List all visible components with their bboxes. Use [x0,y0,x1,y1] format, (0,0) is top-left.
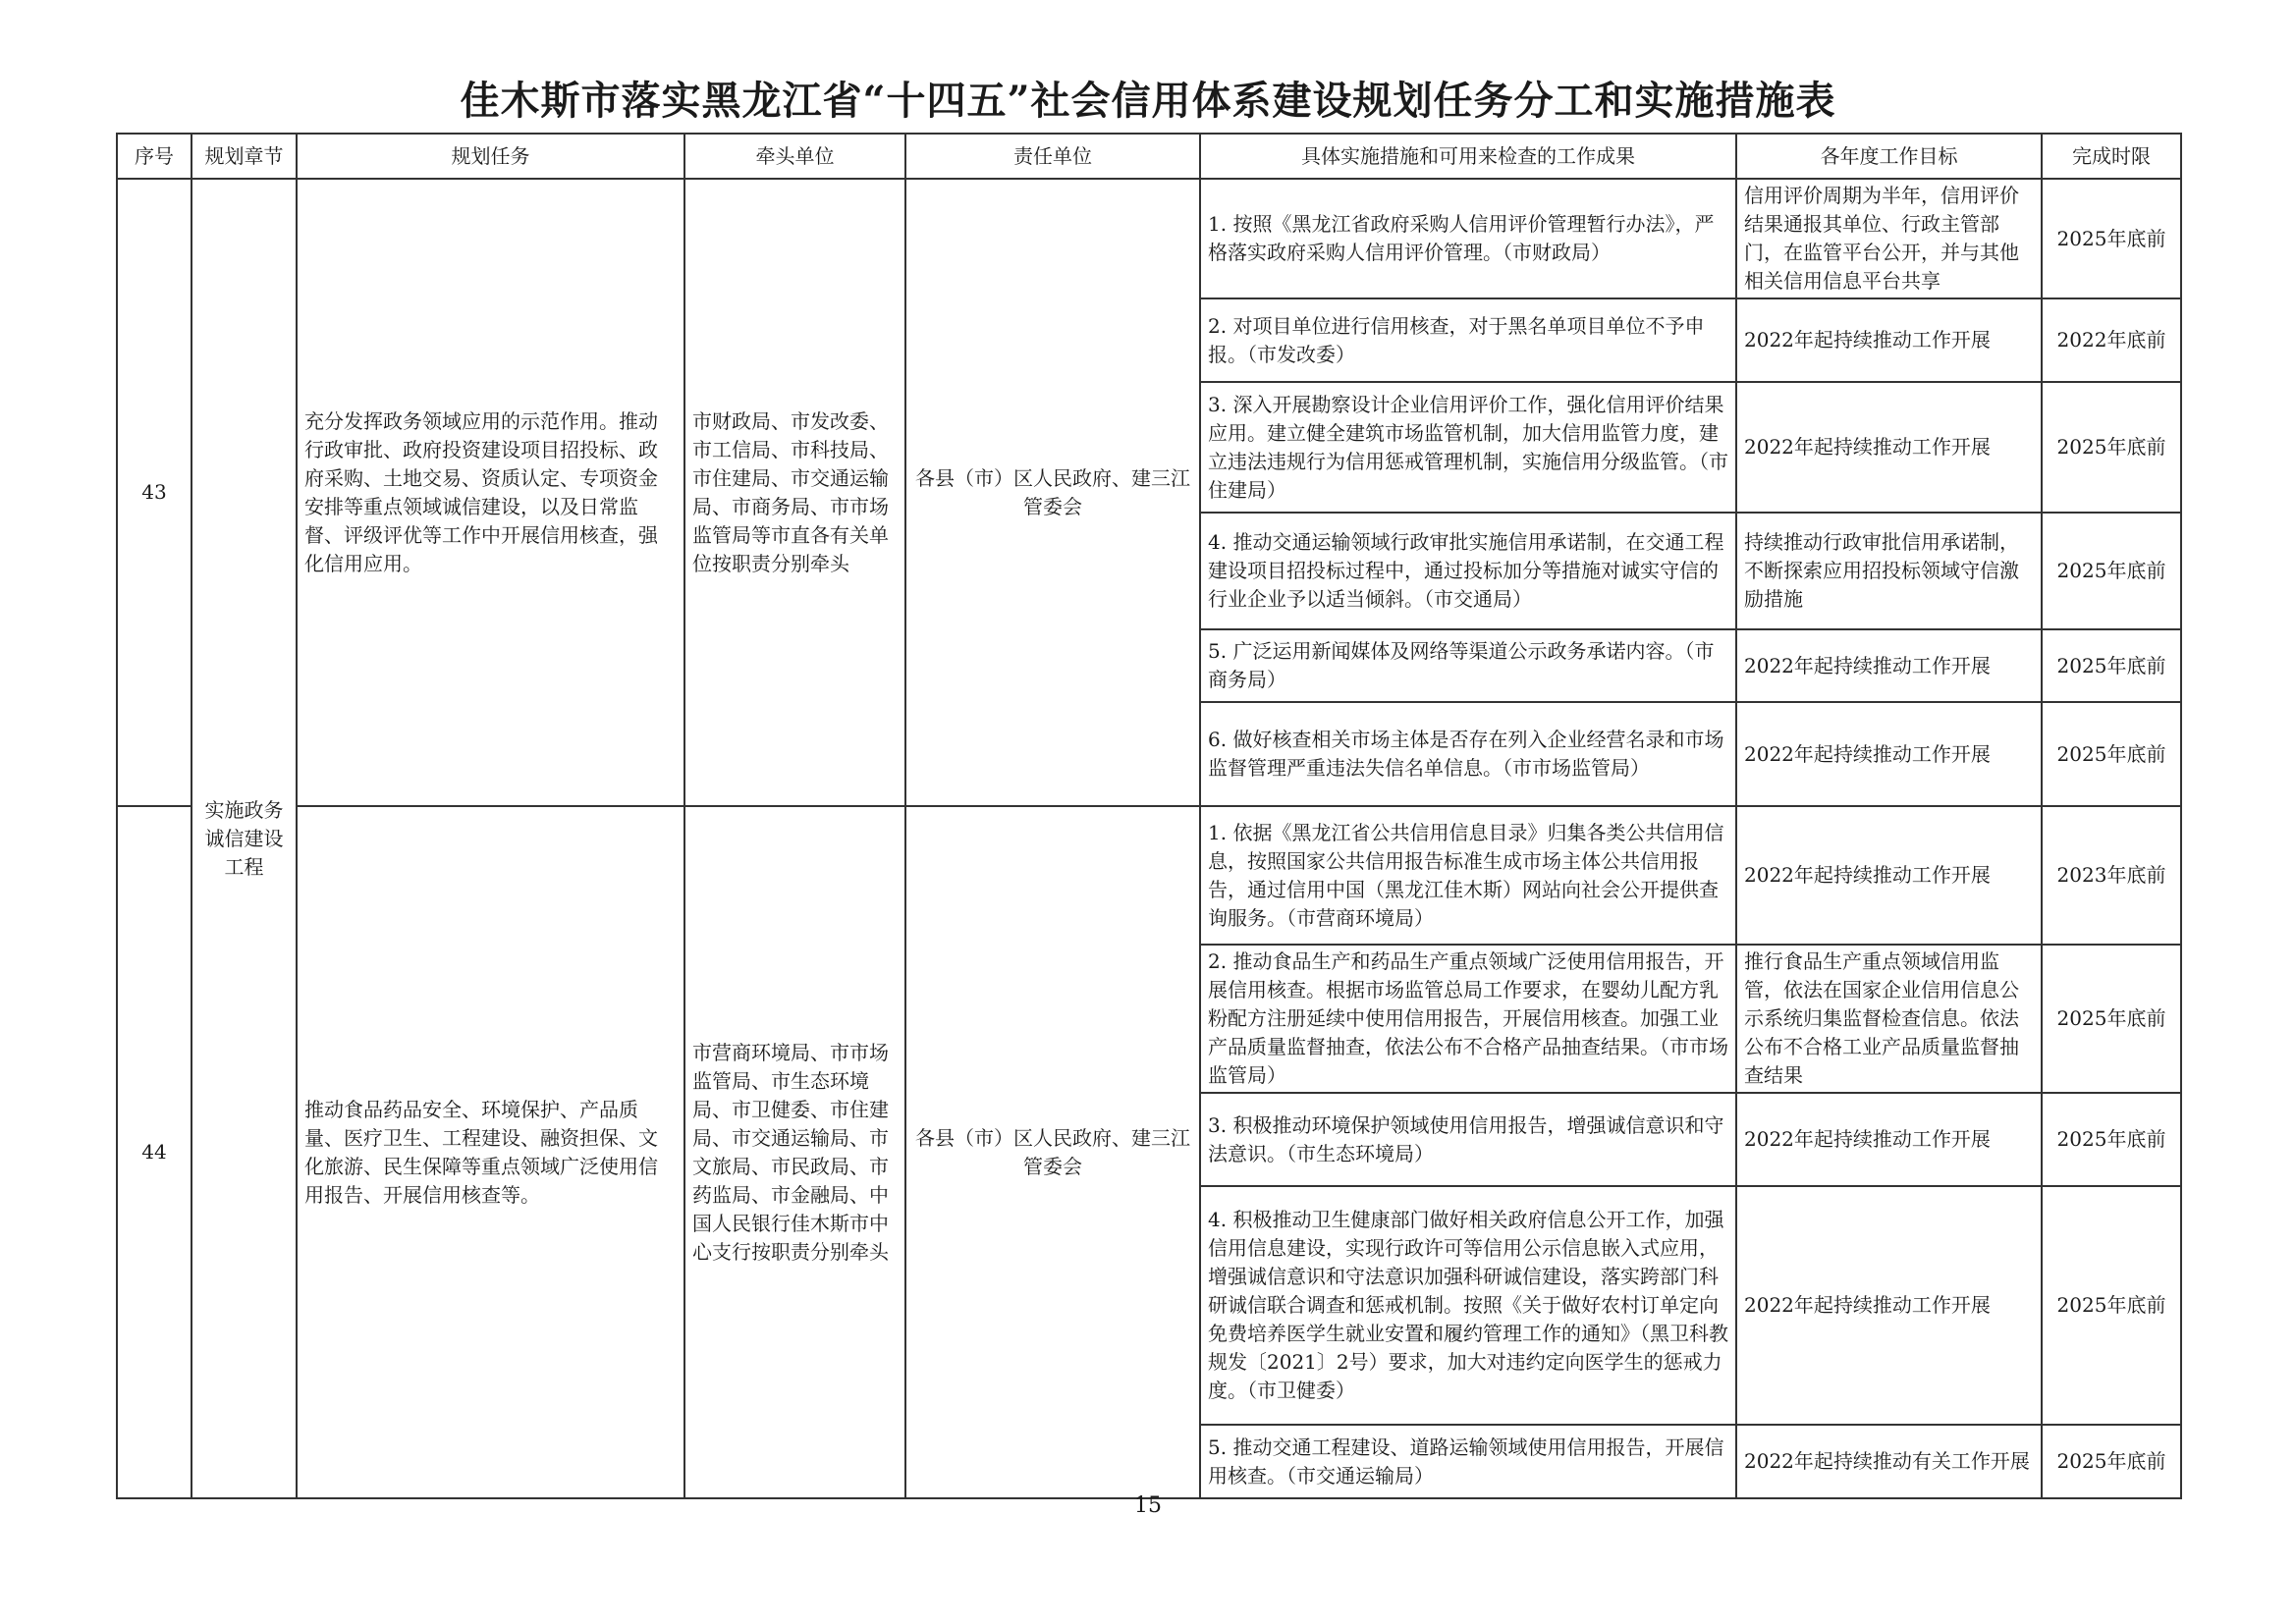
task-cell: 充分发挥政务领域应用的示范作用。推动行政审批、政府投资建设项目招投标、政府采购、土地交易、资质认定、专项资金安排等重点领域诚信建设，以及日常监督、评级评优等工作中开展信用核查，强化信用应用。 [297,179,684,806]
goal-cell: 2022年起持续推动工作开展 [1736,629,2042,702]
chapter-cell: 实施政务诚信建设工程 [191,179,297,1498]
row-number: 43 [117,179,191,806]
lead-unit-cell: 市财政局、市发改委、市工信局、市科技局、市住建局、市交通运输局、市商务局、市市场监管局等市直各有关单位按职责分别牵头 [684,179,905,806]
header-chapter: 规划章节 [191,134,297,179]
responsible-unit-cell: 各县（市）区人民政府、建三江管委会 [905,806,1200,1498]
goal-cell: 2022年起持续推动工作开展 [1736,298,2042,382]
goal-cell: 2022年起持续推动有关工作开展 [1736,1425,2042,1498]
measure-cell: 5. 广泛运用新闻媒体及网络等渠道公示政务承诺内容。（市商务局） [1200,629,1736,702]
measure-cell: 6. 做好核查相关市场主体是否存在列入企业经营名录和市场监督管理严重违法失信名单信息。（市市场监管局） [1200,702,1736,806]
goal-cell: 持续推动行政审批信用承诺制，不断探索应用招投标领域守信激励措施 [1736,513,2042,629]
deadline-cell: 2025年底前 [2042,382,2181,513]
measure-cell: 2. 对项目单位进行信用核查，对于黑名单项目单位不予申报。（市发改委） [1200,298,1736,382]
table-row [117,179,2181,298]
task-cell: 推动食品药品安全、环境保护、产品质量、医疗卫生、工程建设、融资担保、文化旅游、民生保障等重点领域广泛使用信用报告、开展信用核查等。 [297,806,684,1498]
deadline-cell: 2025年底前 [2042,1186,2181,1425]
task-table [116,133,2182,1499]
measure-cell: 4. 积极推动卫生健康部门做好相关政府信息公开工作，加强信用信息建设，实现行政许可等信用公示信息嵌入式应用，增强诚信意识和守法意识加强科研诚信建设，落实跨部门科研诚信联合调查和惩戒机制。按照《关于做好农村订单定向免费培养医学生就业安置和履约管理工作的通知》（黑卫科教规发〔2021〕2号）要求，加大对违约定向医学生的惩戒力度。（市卫健委） [1200,1186,1736,1425]
header-no: 序号 [117,134,191,179]
measure-cell: 4. 推动交通运输领域行政审批实施信用承诺制，在交通工程建设项目招投标过程中，通过投标加分等措施对诚实守信的行业企业予以适当倾斜。（市交通局） [1200,513,1736,629]
deadline-cell: 2025年底前 [2042,1425,2181,1498]
deadline-cell: 2025年底前 [2042,1093,2181,1186]
deadline-cell: 2022年底前 [2042,298,2181,382]
header-row [117,134,2181,179]
deadline-cell: 2025年底前 [2042,945,2181,1093]
goal-cell: 2022年起持续推动工作开展 [1736,382,2042,513]
deadline-cell: 2023年底前 [2042,806,2181,945]
measure-cell: 1. 按照《黑龙江省政府采购人信用评价管理暂行办法》，严格落实政府采购人信用评价管理。（市财政局） [1200,179,1736,298]
goal-cell: 2022年起持续推动工作开展 [1736,806,2042,945]
measure-cell: 2. 推动食品生产和药品生产重点领域广泛使用信用报告，开展信用核查。根据市场监管总局工作要求，在婴幼儿配方乳粉配方注册延续中使用信用报告，开展信用核查。加强工业产品质量监督抽查，依法公布不合格产品抽查结果。（市市场监管局） [1200,945,1736,1093]
document-title: 佳木斯市落实黑龙江省“十四五”社会信用体系建设规划任务分工和实施措施表 [460,78,1836,124]
goal-cell: 2022年起持续推动工作开展 [1736,1093,2042,1186]
deadline-cell: 2025年底前 [2042,513,2181,629]
measure-cell: 5. 推动交通工程建设、道路运输领域使用信用报告，开展信用核查。（市交通运输局） [1200,1425,1736,1498]
measure-cell: 1. 依据《黑龙江省公共信用信息目录》归集各类公共信用信息，按照国家公共信用报告标准生成市场主体公共信用报告，通过信用中国（黑龙江佳木斯）网站向社会公开提供查询服务。（市营商环境局） [1200,806,1736,945]
table-row [117,806,2181,945]
goal-cell: 信用评价周期为半年，信用评价结果通报其单位、行政主管部门，在监管平台公开，并与其他相关信用信息平台共享 [1736,179,2042,298]
goal-cell: 2022年起持续推动工作开展 [1736,702,2042,806]
header-task: 规划任务 [297,134,684,179]
header-lead-unit: 牵头单位 [684,134,905,179]
header-responsible-unit: 责任单位 [905,134,1200,179]
page-number: 15 [1134,1493,1162,1518]
header-measures: 具体实施措施和可用来检查的工作成果 [1200,134,1736,179]
lead-unit-cell: 市营商环境局、市市场监管局、市生态环境局、市卫健委、市住建局、市交通运输局、市文旅局、市民政局、市药监局、市金融局、中国人民银行佳木斯市中心支行按职责分别牵头 [684,806,905,1498]
deadline-cell: 2025年底前 [2042,702,2181,806]
header-annual-goal: 各年度工作目标 [1736,134,2042,179]
header-deadline: 完成时限 [2042,134,2181,179]
goal-cell: 推行食品生产重点领域信用监管，依法在国家企业信用信息公示系统归集监督检查信息。依法公布不合格工业产品质量监督抽查结果 [1736,945,2042,1093]
responsible-unit-cell: 各县（市）区人民政府、建三江管委会 [905,179,1200,806]
goal-cell: 2022年起持续推动工作开展 [1736,1186,2042,1425]
deadline-cell: 2025年底前 [2042,179,2181,298]
measure-cell: 3. 积极推动环境保护领域使用信用报告，增强诚信意识和守法意识。（市生态环境局） [1200,1093,1736,1186]
row-number: 44 [117,806,191,1498]
deadline-cell: 2025年底前 [2042,629,2181,702]
measure-cell: 3. 深入开展勘察设计企业信用评价工作，强化信用评价结果应用。建立健全建筑市场监管机制，加大信用监管力度，建立违法违规行为信用惩戒管理机制，实施信用分级监管。（市住建局） [1200,382,1736,513]
